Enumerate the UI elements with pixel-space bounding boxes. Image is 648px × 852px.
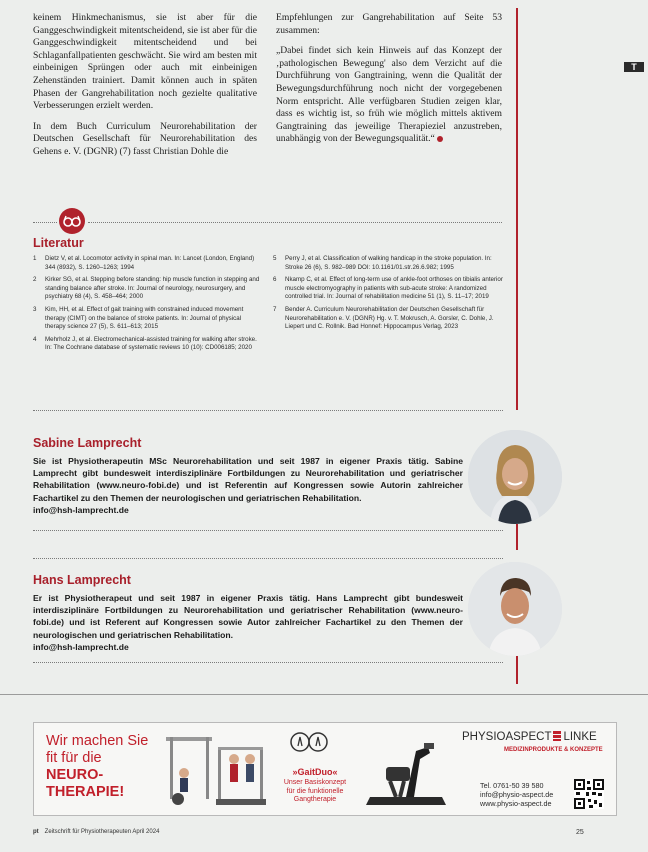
body-paragraph: In dem Buch Curriculum Neurorehabilitation der Deutschen Gesellschaft für Neurorehabilitation des Gehens e. V. (DGNR) (7) fasst Christian Dohle die bbox=[33, 120, 257, 157]
quote-paragraph: „Dabei findet sich kein Hinweis auf das Konzept der ‚pathologischen Bewegung' also dem Verzicht auf die Durchführung von Gangtraining, wenn die Qualität der Bewegungsdurchführung noch nicht der vorgegebenen Norm entspricht. Alle verfügbaren Studien zeigen klar, dass es wichtig ist, so früh wie möglich mittels aktivem Gangtraining das jeweilige Therapieziel anzustreben, unabhängig von der Bewegungsqualität.“ bbox=[276, 45, 502, 145]
page-code: pt bbox=[33, 829, 39, 835]
stepper-device-image bbox=[356, 733, 456, 809]
gaitduo-icon bbox=[290, 731, 330, 753]
literature-end-divider bbox=[33, 410, 503, 411]
body-column-left bbox=[33, 12, 257, 167]
journal-title: Zeitschrift für Physiotherapeuten April 2024 bbox=[44, 829, 160, 835]
section-tab-marker: T bbox=[624, 62, 644, 72]
brand-logo: PHYSIOASPECT LINKE bbox=[462, 731, 597, 743]
body-column-right bbox=[276, 12, 502, 154]
author-name: Hans Lamprecht bbox=[33, 573, 131, 587]
column-rule bbox=[516, 8, 518, 410]
reference-item: 4 Mehrholz J, et al. Electromechanical-assisted training for walking after stroke. In: The Cochrane database of systematic reviews 10 (10): CD006185; 2020 bbox=[33, 335, 257, 352]
author-bio: Sie ist Physiotherapeutin MSc Neurorehabilitation und seit 1987 in eigener Praxis tätig. Sabine Lamprecht gibt bundesweit interdisziplinäre Fortbildungen zu Neurorehabilitation und geriatrischer Rehabilitation (www.neuro-fobi.de) und ist Referentin auf Kongressen sowie Autorin zahlreicher Fachartikel zu den Themen der neurologischen und geriatrischen Rehabilitation. info@hsh-lamprecht.de bbox=[33, 456, 463, 515]
reference-item: 1 Dietz V, et al. Locomotor activity in spinal man. In: Lancet (London, England) 344 (8932), S. 1260–1263; 1994 bbox=[33, 255, 255, 271]
body-paragraph: Empfehlungen zur Gangrehabilitation auf Seite 53 zusammen: bbox=[276, 12, 502, 36]
footer-left bbox=[33, 829, 159, 835]
reference-item: 6 Nkamp C, et al. Effect of long-term use of ankle-foot orthoses on tibialis anterior muscle electromyography in patients with sub-acute stroke: A randomized controlled trial. In: Journal of rehabilitation medicine 51 (1), S. 11–17; 2019 bbox=[273, 276, 503, 301]
gait-trainer-image bbox=[162, 733, 272, 809]
contact-info bbox=[480, 781, 553, 808]
author-divider bbox=[33, 530, 503, 531]
author-email[interactable]: info@hsh-lamprecht.de bbox=[33, 504, 129, 515]
body-paragraph: keinem Hinkmechanismus, sie ist aber für die Ganggeschwindigkeit mitentscheidend, sie ist aber für die Ganggeschwindigkeit mitentscheidend und bei Schlaganfallpatienten geschwächt. Sie wird am besten mit einbeinigen Sprüngen oder auch mit einbeinigen Zehenständen trainiert. Damit können auch in späten Phasen der Gangrehabilitation noch gezielte qualitative Verbesserungen erzielt werden. bbox=[33, 12, 257, 112]
ad-headline: Wir machen Sie fit für die NEURO- THERAPIE! bbox=[46, 733, 149, 800]
author-name: Sabine Lamprecht bbox=[33, 436, 142, 450]
literature-title: Literatur bbox=[33, 236, 84, 250]
reference-item: 2 Kirker SG, et al. Stepping before standing: hip muscle function in stepping and standing balance after stroke. In: Journal of neurology, neurosurgery, and psychiatry 68 (4), S. 458–464; 2000 bbox=[33, 276, 260, 301]
reference-item: 5 Perry J, et al. Classification of walking handicap in the stroke population. In: Stroke 26 (6), S. 982–989 DOI: 10.1161/01.str.26.6.982; 1995 bbox=[273, 255, 492, 271]
author-divider bbox=[33, 662, 503, 663]
references-right bbox=[273, 255, 503, 336]
brand-subtitle: MEDIZINPRODUKTE & KONZEPTE bbox=[504, 747, 603, 753]
end-mark-icon bbox=[437, 136, 443, 142]
literature-divider-left bbox=[33, 222, 57, 223]
author-bio: Er ist Physiotherapeut und seit 1987 in eigener Praxis tätig. Hans Lamprecht gibt bundesweit interdisziplinäre Fortbildungen zu Neurorehabilitation und geriatrischer Rehabilitation (www.neuro-fobi.de) und ist Referent auf Kongressen sowie Autor zahlreicher Fachartikel zu den Themen der neurologischen und geriatrischen Rehabilitation. info@hsh-lamprecht.de bbox=[33, 593, 463, 652]
references-left bbox=[33, 255, 263, 357]
glasses-icon bbox=[59, 208, 85, 234]
author-portrait bbox=[468, 562, 562, 656]
reference-item: 7 Bender A. Curriculum Neurorehabilitation der Deutschen Gesellschaft für Neurorehabilitation e. V. (DGNR) Hg. v. T. Mokrusch, A. Gorsler, C. Dohle, J. Liepert und C. Rollnik. Bad Honnef: Hippocampus Verlag, 2023 bbox=[273, 305, 494, 331]
author-divider bbox=[33, 558, 503, 559]
contact-web[interactable]: www.physio-aspect.de bbox=[480, 799, 552, 808]
ad-separator bbox=[0, 694, 648, 695]
contact-email[interactable]: info@physio-aspect.de bbox=[480, 790, 554, 799]
qr-code-icon[interactable] bbox=[574, 779, 604, 809]
gaitduo-title: »GaitDuo« bbox=[292, 767, 338, 777]
gaitduo-subtitle: Unser Basiskonzept für die funktionelle Gangtherapie bbox=[283, 779, 347, 803]
page-number: 25 bbox=[576, 829, 584, 836]
literature-divider-right bbox=[88, 222, 502, 223]
advertisement-banner[interactable] bbox=[33, 722, 617, 816]
reference-item: 3 Kim, HH, et al. Effect of gait training with constrained induced movement therapy (CIMT) on the balance of stroke patients. In: Journal of physical therapy science 27 (5), S. 611–613; 2015 bbox=[33, 305, 244, 331]
author-portrait bbox=[468, 430, 562, 524]
contact-phone[interactable]: Tel. 0761-50 39 580 bbox=[480, 781, 544, 790]
author-email[interactable]: info@hsh-lamprecht.de bbox=[33, 641, 129, 652]
